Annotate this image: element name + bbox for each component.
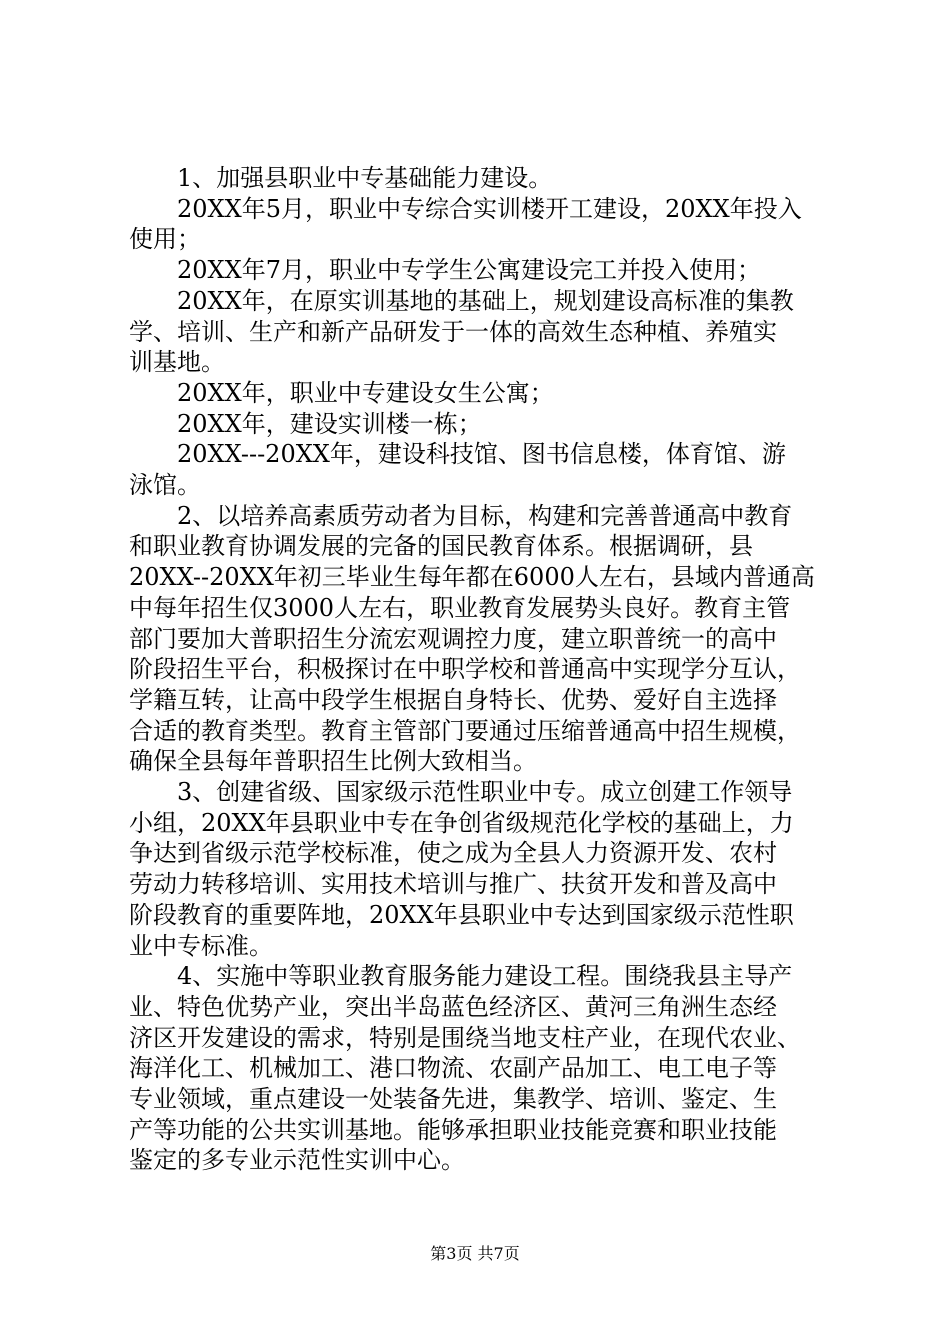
text-line: 20XX---20XX年，建设科技馆、图书信息楼，体育馆、游 <box>129 440 786 469</box>
text-line: 20XX年，建设实训楼一栋； <box>129 409 482 438</box>
text-line: 20XX年7月，职业中专学生公寓建设完工并投入使用； <box>129 256 761 285</box>
text-line: 20XX--20XX年初三毕业生每年都在6000人左右，县域内普通高 <box>129 563 815 592</box>
text-line: 训基地。 <box>129 348 225 377</box>
text-line: 阶段教育的重要阵地，20XX年县职业中专达到国家级示范性职 <box>129 900 794 929</box>
text-line: 争达到省级示范学校标准，使之成为全县人力资源开发、农村 <box>129 839 777 868</box>
text-line: 4、实施中等职业教育服务能力建设工程。围绕我县主导产 <box>129 962 793 991</box>
text-line: 20XX年5月，职业中专综合实训楼开工建设，20XX年投入 <box>129 194 802 223</box>
text-line: 20XX年，职业中专建设女生公寓； <box>129 378 554 407</box>
text-line: 阶段招生平台，积极探讨在中职学校和普通高中实现学分互认， <box>129 655 801 684</box>
text-line: 劳动力转移培训、实用技术培训与推广、扶贫开发和普及高中 <box>129 870 777 899</box>
text-line: 1、加强县职业中专基础能力建设。 <box>129 164 553 192</box>
text-line: 学籍互转，让高中段学生根据自身特长、优势、爱好自主选择 <box>129 685 777 714</box>
text-line: 使用； <box>129 225 201 254</box>
text-line: 业、特色优势产业，突出半岛蓝色经济区、黄河三角洲生态经 <box>129 992 777 1021</box>
text-line: 泳馆。 <box>129 471 201 499</box>
text-line: 学、培训、生产和新产品研发于一体的高效生态种植、养殖实 <box>129 317 777 346</box>
page-footer: 第3页 共7页 <box>430 1244 520 1263</box>
text-line: 鉴定的多专业示范性实训中心。 <box>129 1146 465 1175</box>
text-line: 小组，20XX年县职业中专在争创省级规范化学校的基础上，力 <box>129 808 794 837</box>
text-line: 专业领域，重点建设一处装备先进，集教学、培训、鉴定、生 <box>129 1085 777 1113</box>
text-line: 和职业教育协调发展的完备的国民教育体系。根据调研，县 <box>129 532 753 561</box>
text-line: 产等功能的公共实训基地。能够承担职业技能竞赛和职业技能 <box>129 1115 777 1144</box>
text-line: 中每年招生仅3000人左右，职业教育发展势头良好。教育主管 <box>129 593 791 622</box>
text-line: 2、以培养高素质劳动者为目标，构建和完善普通高中教育 <box>129 501 793 530</box>
text-line: 3、创建省级、国家级示范性职业中专。成立创建工作领导 <box>129 778 793 806</box>
text-line: 部门要加大普职招生分流宏观调控力度，建立职普统一的高中 <box>129 624 777 653</box>
text-line: 业中专标准。 <box>129 931 273 960</box>
text-line: 济区开发建设的需求，特别是围绕当地支柱产业，在现代农业、 <box>129 1023 801 1052</box>
text-line: 20XX年，在原实训基地的基础上，规划建设高标准的集教 <box>129 286 794 315</box>
text-line: 海洋化工、机械加工、港口物流、农副产品加工、电工电子等 <box>129 1054 777 1083</box>
text-line: 合适的教育类型。教育主管部门要通过压缩普通高中招生规模， <box>129 716 801 745</box>
text-line: 确保全县每年普职招生比例大致相当。 <box>129 747 537 776</box>
